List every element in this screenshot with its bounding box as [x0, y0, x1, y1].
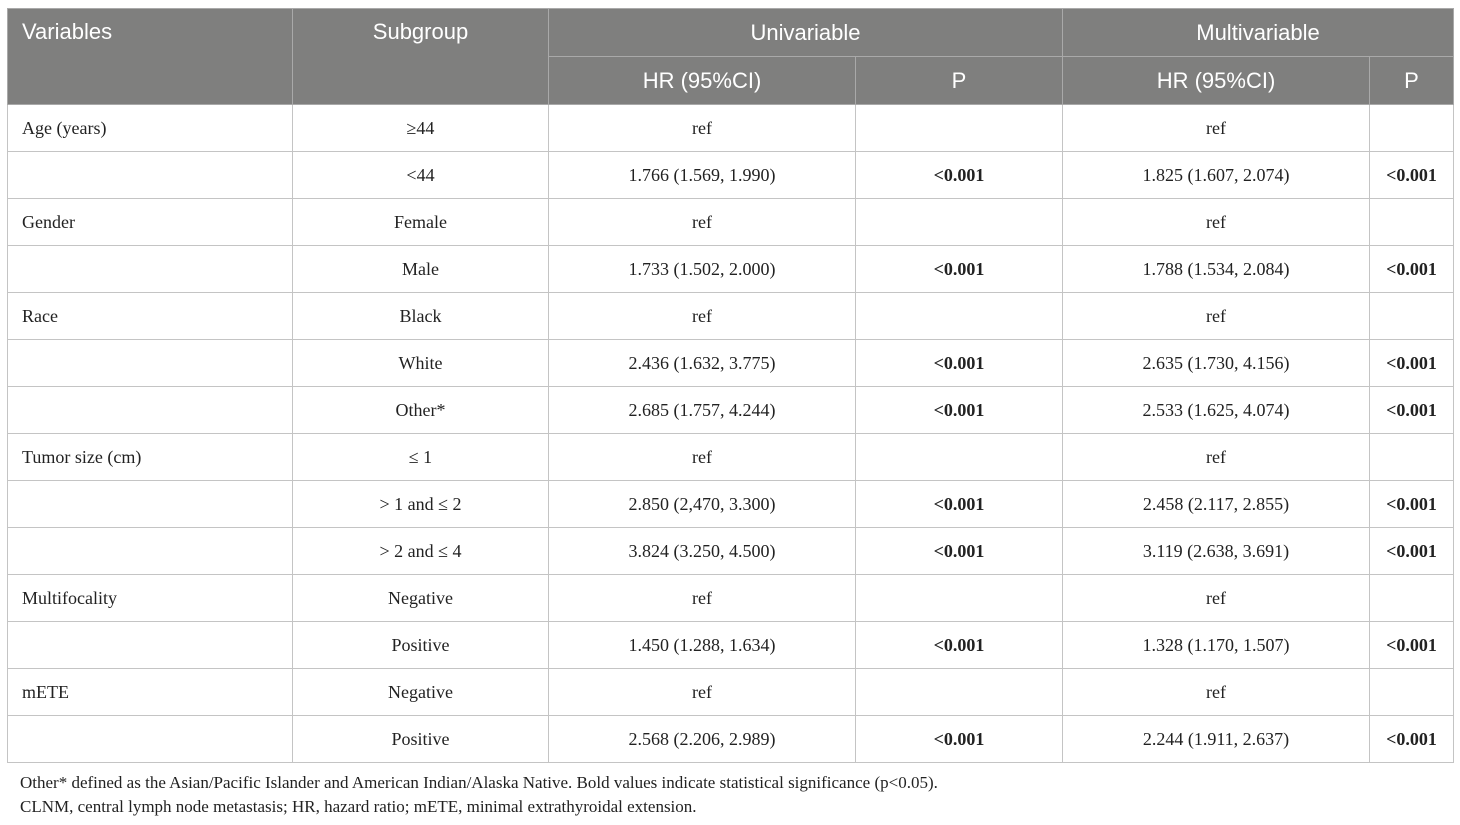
table-header	[8, 9, 1454, 105]
cell-univariable-hr: ref	[549, 669, 856, 716]
header-subgroup: Subgroup	[293, 9, 549, 105]
cell-multivariable-p	[1370, 105, 1454, 152]
regression-table-container	[7, 8, 1453, 763]
cell-univariable-p: <0.001	[856, 387, 1063, 434]
cell-univariable-hr: 1.733 (1.502, 2.000)	[549, 246, 856, 293]
cell-multivariable-hr: 2.533 (1.625, 4.074)	[1063, 387, 1370, 434]
cell-univariable-p	[856, 669, 1063, 716]
cell-multivariable-hr: ref	[1063, 575, 1370, 622]
cell-multivariable-hr: 3.119 (2.638, 3.691)	[1063, 528, 1370, 575]
cell-multivariable-hr: ref	[1063, 199, 1370, 246]
cell-variable	[8, 246, 293, 293]
cell-multivariable-p	[1370, 293, 1454, 340]
cell-subgroup: Positive	[293, 622, 549, 669]
cell-variable	[8, 528, 293, 575]
cell-univariable-p: <0.001	[856, 246, 1063, 293]
header-multivariable: Multivariable	[1063, 9, 1454, 57]
cell-variable: mETE	[8, 669, 293, 716]
cell-subgroup: Other*	[293, 387, 549, 434]
cell-univariable-hr: ref	[549, 199, 856, 246]
cell-variable: Age (years)	[8, 105, 293, 152]
cell-multivariable-p: <0.001	[1370, 152, 1454, 199]
cell-univariable-p: <0.001	[856, 481, 1063, 528]
cell-variable: Multifocality	[8, 575, 293, 622]
table-row	[8, 293, 1454, 340]
cell-univariable-p	[856, 199, 1063, 246]
cell-variable: Gender	[8, 199, 293, 246]
table-row	[8, 481, 1454, 528]
header-multivariable-p: P	[1370, 57, 1454, 105]
cell-variable: Tumor size (cm)	[8, 434, 293, 481]
cell-subgroup: Negative	[293, 575, 549, 622]
cell-subgroup: Black	[293, 293, 549, 340]
cell-univariable-p: <0.001	[856, 528, 1063, 575]
cell-univariable-hr: 2.436 (1.632, 3.775)	[549, 340, 856, 387]
cell-univariable-hr: 2.685 (1.757, 4.244)	[549, 387, 856, 434]
cell-multivariable-hr: 1.328 (1.170, 1.507)	[1063, 622, 1370, 669]
cell-univariable-hr: ref	[549, 293, 856, 340]
cell-multivariable-hr: ref	[1063, 293, 1370, 340]
table-row	[8, 716, 1454, 763]
table-row	[8, 528, 1454, 575]
cell-multivariable-p: <0.001	[1370, 246, 1454, 293]
cell-subgroup: <44	[293, 152, 549, 199]
cell-variable	[8, 622, 293, 669]
header-univariable: Univariable	[549, 9, 1063, 57]
cell-multivariable-p	[1370, 575, 1454, 622]
cell-multivariable-hr: ref	[1063, 669, 1370, 716]
cell-univariable-p	[856, 575, 1063, 622]
table-row	[8, 622, 1454, 669]
cell-univariable-hr: ref	[549, 575, 856, 622]
cell-subgroup: > 2 and ≤ 4	[293, 528, 549, 575]
cell-univariable-hr: 3.824 (3.250, 4.500)	[549, 528, 856, 575]
table-row	[8, 387, 1454, 434]
cell-subgroup: Negative	[293, 669, 549, 716]
cell-multivariable-p: <0.001	[1370, 387, 1454, 434]
cell-univariable-hr: ref	[549, 434, 856, 481]
cell-multivariable-hr: ref	[1063, 434, 1370, 481]
cell-subgroup: Positive	[293, 716, 549, 763]
table-row	[8, 105, 1454, 152]
cell-univariable-hr: 2.568 (2.206, 2.989)	[549, 716, 856, 763]
cell-multivariable-p	[1370, 434, 1454, 481]
cell-subgroup: White	[293, 340, 549, 387]
cell-subgroup: > 1 and ≤ 2	[293, 481, 549, 528]
cell-multivariable-hr: 2.458 (2.117, 2.855)	[1063, 481, 1370, 528]
table-row	[8, 669, 1454, 716]
header-variables: Variables	[8, 9, 293, 105]
cell-variable: Race	[8, 293, 293, 340]
cell-univariable-p: <0.001	[856, 622, 1063, 669]
header-univariable-hr: HR (95%CI)	[549, 57, 856, 105]
cell-variable	[8, 152, 293, 199]
cell-multivariable-p: <0.001	[1370, 716, 1454, 763]
cell-univariable-hr: 2.850 (2,470, 3.300)	[549, 481, 856, 528]
header-univariable-p: P	[856, 57, 1063, 105]
cell-univariable-p	[856, 434, 1063, 481]
cell-variable	[8, 481, 293, 528]
hazard-ratio-table	[7, 8, 1454, 763]
cell-univariable-p	[856, 105, 1063, 152]
cell-multivariable-p: <0.001	[1370, 481, 1454, 528]
cell-multivariable-hr: ref	[1063, 105, 1370, 152]
cell-univariable-hr: ref	[549, 105, 856, 152]
table-row	[8, 434, 1454, 481]
cell-univariable-p: <0.001	[856, 152, 1063, 199]
table-row	[8, 152, 1454, 199]
cell-multivariable-p: <0.001	[1370, 528, 1454, 575]
header-multivariable-hr: HR (95%CI)	[1063, 57, 1370, 105]
cell-multivariable-hr: 2.635 (1.730, 4.156)	[1063, 340, 1370, 387]
cell-multivariable-hr: 2.244 (1.911, 2.637)	[1063, 716, 1370, 763]
cell-subgroup: Male	[293, 246, 549, 293]
table-row	[8, 199, 1454, 246]
cell-univariable-p	[856, 293, 1063, 340]
header-row-top	[8, 9, 1454, 57]
cell-multivariable-p: <0.001	[1370, 340, 1454, 387]
cell-variable	[8, 387, 293, 434]
cell-multivariable-hr: 1.825 (1.607, 2.074)	[1063, 152, 1370, 199]
cell-multivariable-p: <0.001	[1370, 622, 1454, 669]
footnote-other-definition: Other* defined as the Asian/Pacific Islander and American Indian/Alaska Native. Bold values indicate statistical significance (p<0.05).	[20, 773, 938, 792]
table-body	[8, 105, 1454, 763]
footnote-abbreviations: CLNM, central lymph node metastasis; HR, hazard ratio; mETE, minimal extrathyroidal extension.	[20, 797, 697, 816]
cell-variable	[8, 716, 293, 763]
table-row	[8, 340, 1454, 387]
table-footnotes	[20, 771, 1440, 819]
cell-subgroup: ≤ 1	[293, 434, 549, 481]
cell-univariable-p: <0.001	[856, 716, 1063, 763]
cell-multivariable-p	[1370, 669, 1454, 716]
cell-multivariable-p	[1370, 199, 1454, 246]
cell-univariable-hr: 1.766 (1.569, 1.990)	[549, 152, 856, 199]
cell-univariable-hr: 1.450 (1.288, 1.634)	[549, 622, 856, 669]
table-row	[8, 246, 1454, 293]
cell-univariable-p: <0.001	[856, 340, 1063, 387]
cell-subgroup: ≥44	[293, 105, 549, 152]
cell-subgroup: Female	[293, 199, 549, 246]
cell-multivariable-hr: 1.788 (1.534, 2.084)	[1063, 246, 1370, 293]
table-row	[8, 575, 1454, 622]
cell-variable	[8, 340, 293, 387]
